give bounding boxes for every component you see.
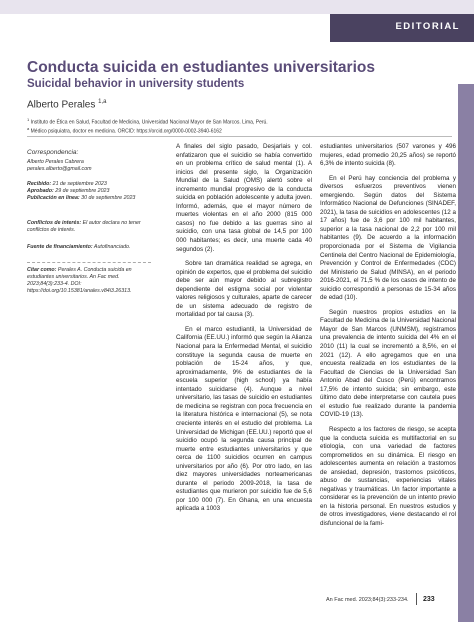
- paragraph: Según nuestros propios estudios en la Facultad de Medicina de la Universidad Nacional Mayor de San Marcos (UNMSM), registramos una prevalencia de intento suicida del 4% en el 2010 (11) la cual se incrementó a 8,5%, en el 2021 (12). A ello agregamos que en una encuesta realizada en los estudiantes de la Facultad de Ciencias de la Universidad San Antonio Abad del Cusco (Perú) encontramos 17,5% de intento suicida; sin embargo, este último dato debe interpretarse con cautela pues el estudio fue realizado durante la pandemia COVID-19 (13).: [320, 308, 456, 419]
- paragraph: En el marco estudiantil, la Universidad de California (EE.UU.) informó que según la Alianza Nacional para la Enfermedad Mental, el suicidio constituye la segunda causa de muerte en población de 15-24 años, y que, aproximadamente, 9% de estudiantes de la escuela superior (high school) ya había intentado suicidarse (4). Aunque a nivel universitario, las tasas de suicidio en estudiantes de medicina se registran con poca frecuencia en la literatura histórica e internacional (5), se nota creciente interés en el estudio del problema. La Universidad de Michigan (EE.UU.) reportó que el suicidio ocupó la segunda causa principal de muerte entre estudiantes universitarios y que cerca de 1100 suicidios ocurren en campus universitarios por año (6). Por otro lado, en las diez mayores universidades norteamericanas durante el periodo 2009-2018, la tasa de estudiantes que murieron por suicidio fue de 5,6 por 100 000 (7). En Ghana, en una encuesta aplicada a 1003: [176, 325, 312, 513]
- citation-divider: [27, 262, 151, 263]
- section-label: EDITORIAL: [395, 21, 460, 32]
- page-number: 233: [423, 596, 435, 603]
- paragraph: estudiantes universitarios (507 varones y 496 mujeres, edad promedio 20,25 años) se reportó 6,3% de intento suicida (8).: [320, 143, 456, 168]
- author: [27, 99, 107, 110]
- date-approved: Aprobado: 29 de septiembre 2023: [27, 188, 110, 194]
- conflicts-block: Conflictos de interés: El autor declara no tener conflictos de interés.: [27, 220, 141, 233]
- correspondence-label: Correspondencia:: [27, 149, 79, 156]
- date-received: Recibido: 21 de septiembre 2023: [27, 181, 107, 187]
- citation-block: Citar como: Perales A. Conducta suicida en estudiantes universitarios. An Fac med. 2023;84(3):233-4. DOI: https://doi.org/10.15381/anales.v84i3.26313.: [27, 267, 132, 294]
- correspondence-block: [27, 149, 151, 173]
- correspondence-name: Alberto Perales Cabrera: [27, 159, 84, 165]
- article-title-spanish: Conducta suicida en estudiantes universitarios: [27, 59, 375, 76]
- footer-separator: [416, 593, 417, 605]
- funding-block: Fuente de financiamiento: Autofinanciado.: [27, 244, 131, 250]
- date-published: Publicación en línea: 30 de septiembre 2023: [27, 195, 136, 201]
- author-name: Alberto Perales: [27, 99, 96, 111]
- paragraph: A finales del siglo pasado, Desjarlais y col. enfatizaron que el suicidio se había convertido en un problema crítico de salud mental (1). A inicios del presente siglo, la Organización Mundial de la Salud (OMS) alertó sobre el incremento mundial progresivo de la conducta suicida en población adolescente y adulta joven. Informó, además, que el mayor número de muertes violentas en el año 2000 (815 000 casos) no fue debido a las guerras sino al suicidio, con una tasa global de 14,5 por 100 000 habitantes; es decir, una muerte cada 40 segundos (2).: [176, 143, 312, 253]
- dates-block: [27, 181, 151, 202]
- section-band: [330, 14, 474, 42]
- correspondence-email[interactable]: perales.alberto@gmail.com: [27, 166, 92, 172]
- article-title-english: Suicidal behavior in university students: [27, 78, 245, 90]
- footer-journal: An Fac med. 2023;84(3):233-234.: [326, 597, 409, 603]
- top-bar: [0, 0, 474, 14]
- paragraph: Sobre tan dramática realidad se agrega, en opinión de expertos, que el problema del suicidio debe ser aún mayor debido al subregistro dependiente del estigma social por violentar valores religiosos y culturales, aparte de carecer de un sistema adecuado de registro de mortalidad por tal causa (3).: [176, 260, 312, 319]
- paragraph: Respecto a los factores de riesgo, se acepta que la conducta suicida es multifactorial en su etiología, con una variedad de factores comprometidos en su dinámica. El riesgo en adolescentes aumenta en relación a trastornos de ansiedad, depresión, trastornos psicóticos, abuso de sustancias, experiencias vitales negativas y traumáticas. Un factor importante a considerar es la prevención de un intento previo en la historia personal. En nuestros estudios y de otros investigadores, viene destacando el rol disfuncional de la fami-: [320, 425, 456, 527]
- side-decoration-bar: [458, 84, 474, 622]
- paragraph: En el Perú hay conciencia del problema y diversos esfuerzos preventivos vienen emergiendo. Según datos del Sistema Informático Nacional de Defunciones (SINADEF, 2021), la tasa de suicidios en adolescentes (12 a 17 años) fue de 3,6 por 100 mil habitantes, superior a la tasa nacional de 2,2 por 100 mil habitantes (9). De acuerdo a la información proporcionada por el Sistema de Vigilancia Centinela del Centro Nacional de Epidemiología, Prevención y Control de Enfermedades (CDC) del Ministerio de Salud (MINSA), en el periodo 2016-2021, el 71,5 % de los casos de intento de suicidio correspondió a personas de 15-34 años de edad (10).: [320, 174, 456, 302]
- author-superscript: 1,a: [98, 99, 107, 105]
- body-column-3: [320, 143, 456, 535]
- affiliation-2: $^a$ Médico psiquiatra, doctor en medicina. ORCID: https://orcid.org/0000-0002-3940-6162: [27, 126, 222, 135]
- affiliation-1: $^1$ Instituto de Ética en Salud, Facultad de Medicina, Universidad Nacional Mayor de San Marcos. Lima, Perú.: [27, 117, 268, 126]
- body-column-2: [176, 143, 312, 520]
- header-divider: [27, 136, 452, 137]
